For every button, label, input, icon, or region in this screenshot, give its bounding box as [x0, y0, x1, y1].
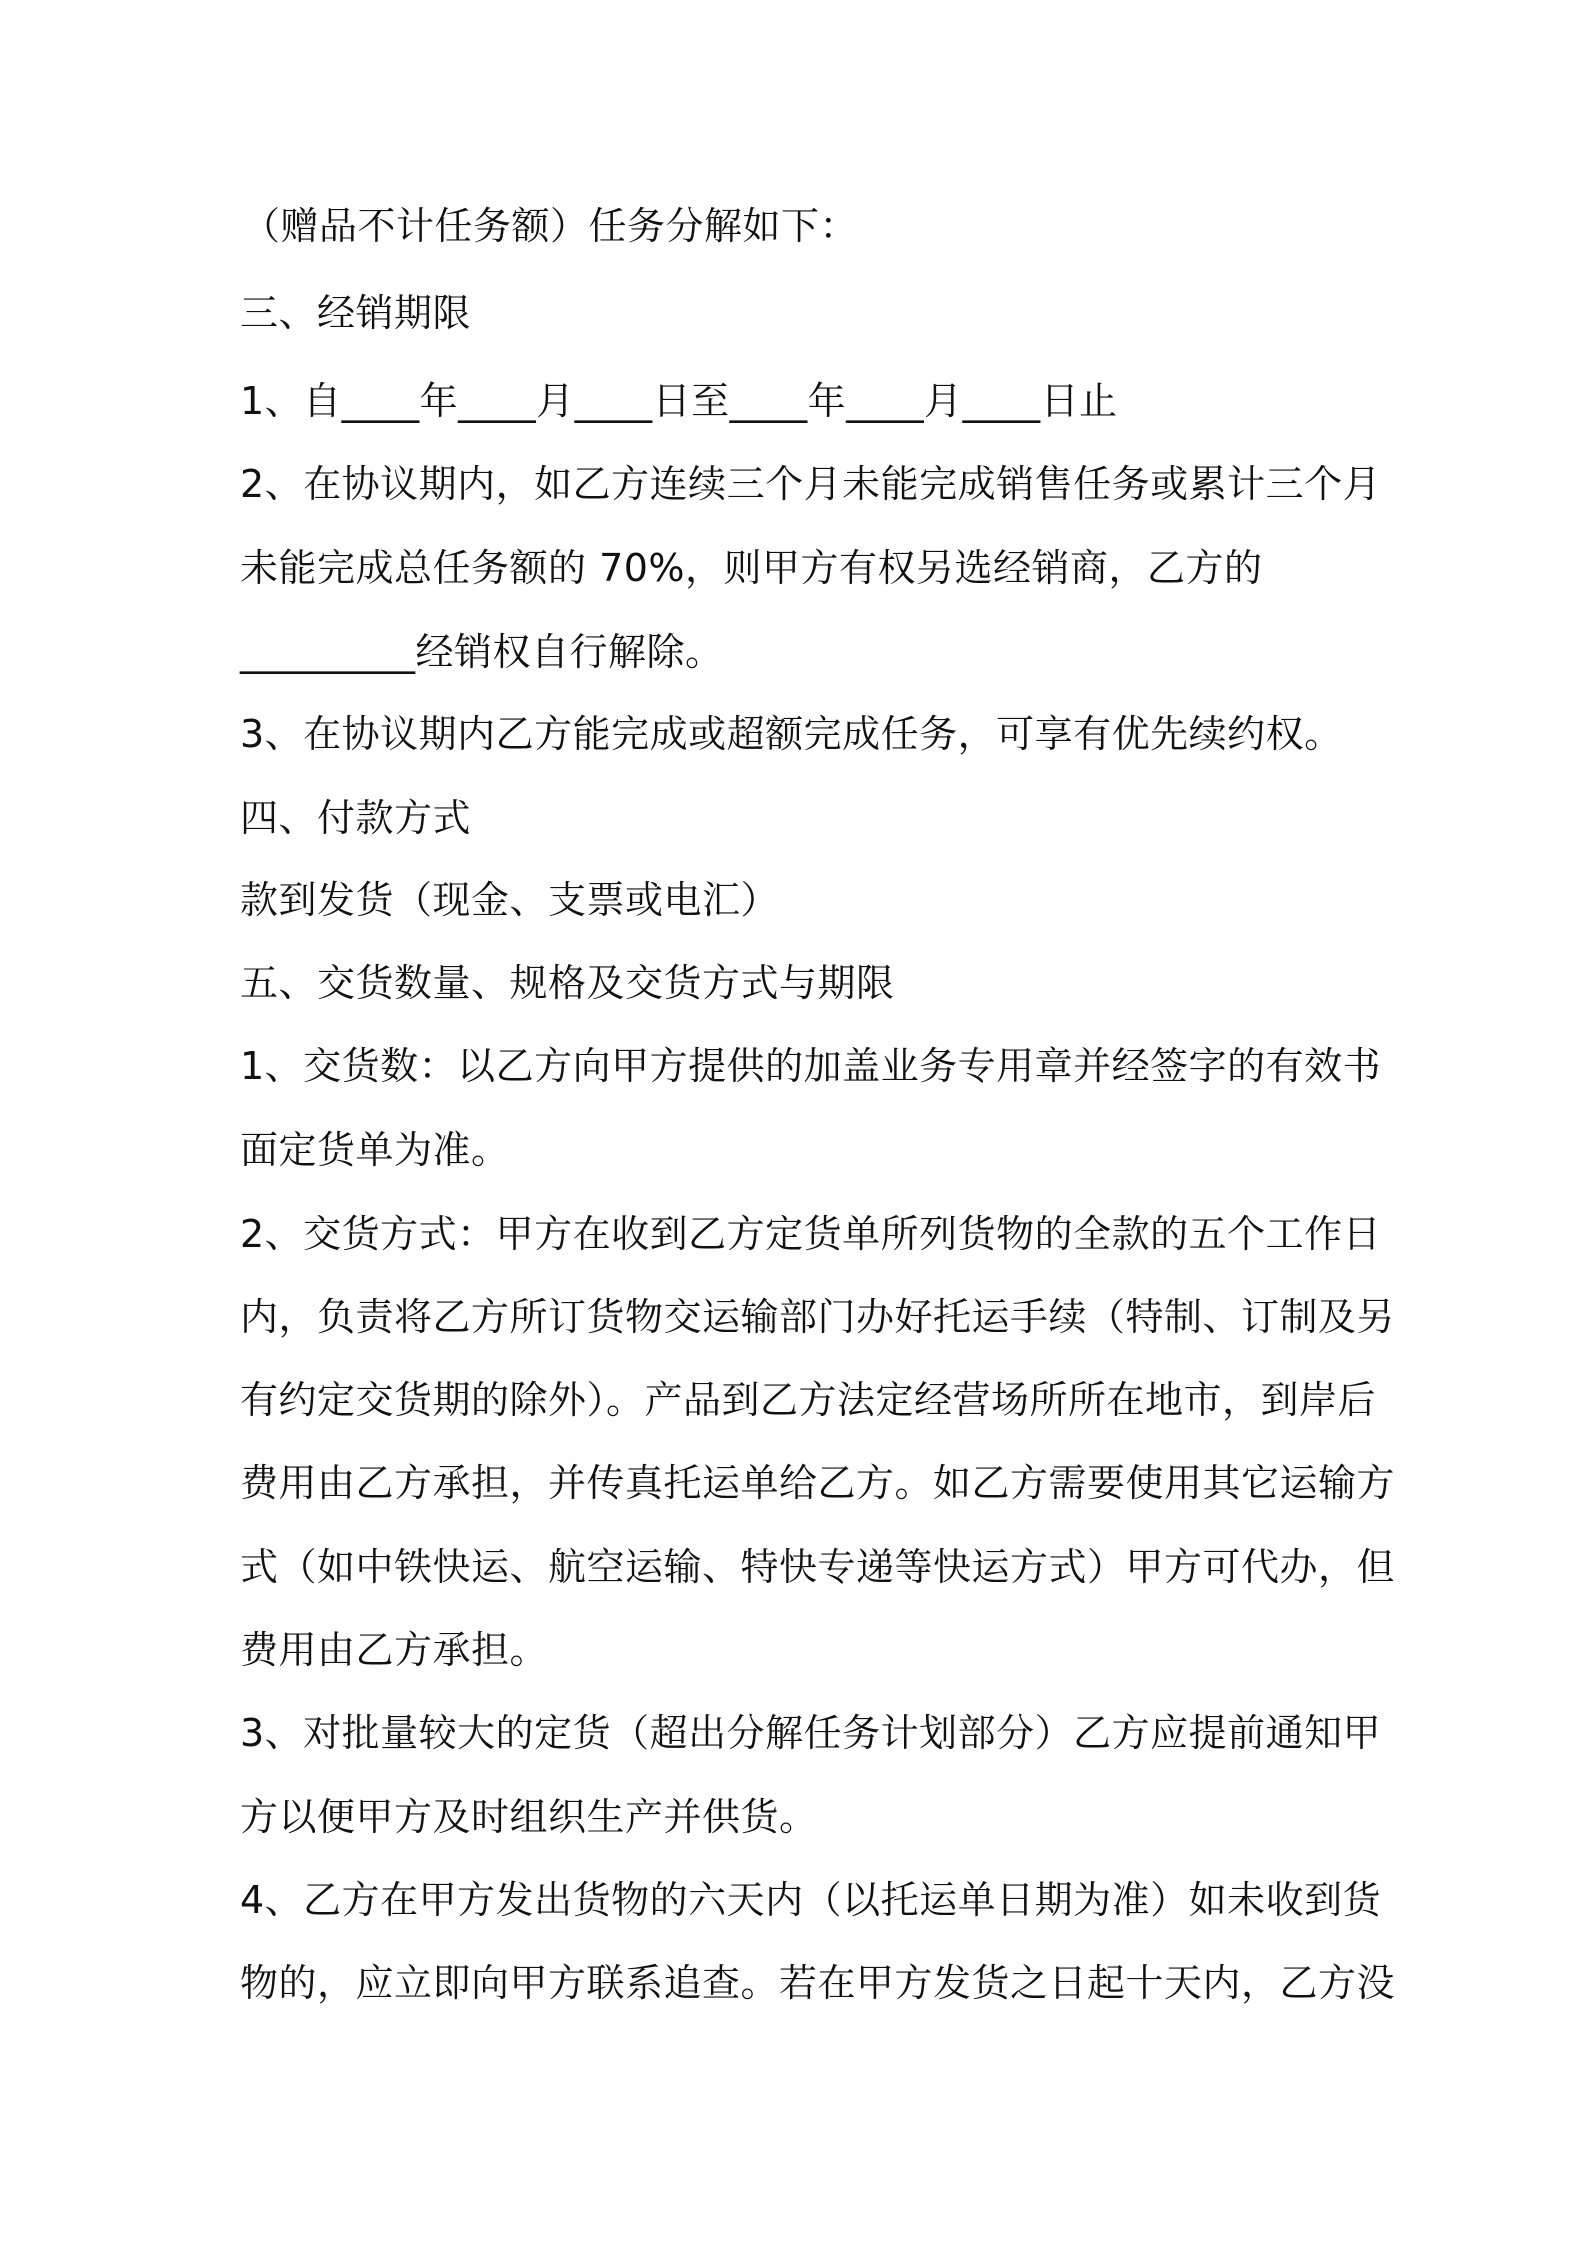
text-line-clause-3: 3、在协议期内乙方能完成或超额完成任务，可享有优先续约权。 — [240, 712, 1343, 756]
text-line-delivery-4-2: 物的，应立即向甲方联系追查。若在甲方发货之日起十天内，乙方没 — [240, 1961, 1396, 2005]
text-line-period-dates: 1、自____年____月____日至____年____月____日止 — [240, 379, 1118, 423]
text-line-task-breakdown: （赠品不计任务额）任务分解如下： — [242, 204, 859, 248]
section-heading-distribution-period: 三、经销期限 — [240, 291, 472, 335]
text-line-clause-2-1: 2、在协议期内，如乙方连续三个月未能完成销售任务或累计三个月 — [240, 462, 1382, 506]
text-line-delivery-2-4: 费用由乙方承担，并传真托运单给乙方。如乙方需要使用其它运输方 — [240, 1461, 1396, 1505]
text-line-delivery-1-1: 1、交货数：以乙方向甲方提供的加盖业务专用章并经签字的有效书 — [240, 1044, 1382, 1088]
section-heading-payment-method: 四、付款方式 — [240, 796, 472, 840]
text-line-clause-2-2: 未能完成总任务额的 70%，则甲方有权另选经销商，乙方的 — [240, 546, 1263, 590]
text-line-payment-terms: 款到发货（现金、支票或电汇） — [240, 878, 780, 922]
section-heading-delivery: 五、交货数量、规格及交货方式与期限 — [240, 961, 895, 1005]
text-line-delivery-3-2: 方以便甲方及时组织生产并供货。 — [240, 1795, 818, 1839]
text-line-delivery-2-6: 费用由乙方承担。 — [240, 1628, 549, 1672]
text-line-delivery-3-1: 3、对批量较大的定货（超出分解任务计划部分）乙方应提前通知甲 — [240, 1711, 1382, 1755]
text-line-delivery-1-2: 面定货单为准。 — [240, 1128, 510, 1172]
text-line-delivery-2-2: 内，负责将乙方所订货物交运输部门办好托运手续（特制、订制及另 — [240, 1295, 1396, 1339]
text-line-delivery-2-3: 有约定交货期的除外）。产品到乙方法定经营场所所在地市，到岸后 — [240, 1378, 1377, 1422]
text-line-delivery-4-1: 4、乙方在甲方发出货物的六天内（以托运单日期为准）如未收到货 — [240, 1878, 1382, 1922]
text-line-delivery-2-1: 2、交货方式：甲方在收到乙方定货单所列货物的全款的五个工作日 — [240, 1212, 1382, 1256]
text-line-delivery-2-5: 式（如中铁快运、航空运输、特快专递等快运方式）甲方可代办，但 — [240, 1545, 1396, 1589]
text-line-clause-2-3: _________经销权自行解除。 — [240, 630, 724, 674]
